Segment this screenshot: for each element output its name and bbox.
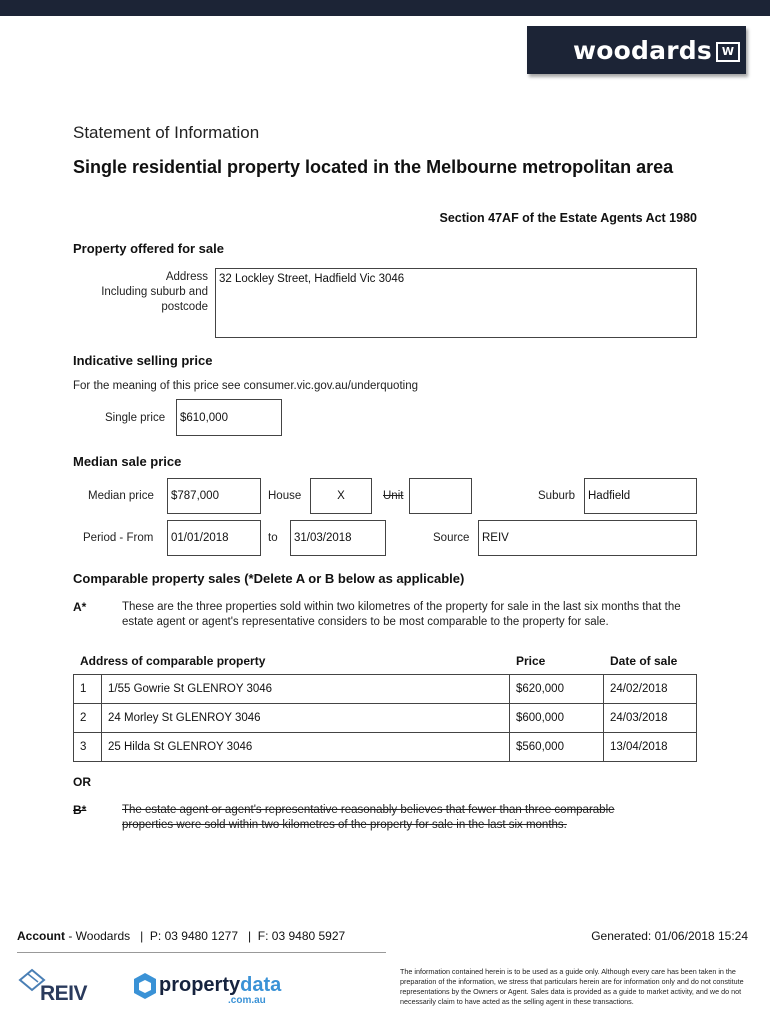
period-from-label: Period - From [83, 532, 154, 544]
table-row [74, 733, 697, 762]
option-a-label: A* [73, 600, 87, 614]
address-field[interactable]: 32 Lockley Street, Hadfield Vic 3046 [215, 268, 697, 338]
table-row [74, 704, 697, 733]
unit-label: Unit [383, 490, 404, 502]
median-price-label: Median price [88, 490, 154, 502]
address-label-line: Including suburb and [101, 286, 208, 298]
top-banner [0, 0, 770, 16]
reiv-text: REIV [40, 982, 88, 1005]
propertydata-domain: .com.au [228, 995, 266, 1006]
address-label [60, 270, 208, 315]
col-date-header: Date of sale [610, 654, 678, 668]
property-heading: Property offered for sale [73, 241, 224, 256]
col-address-header: Address of comparable property [80, 654, 266, 668]
option-b-line: properties were sold within two kilometres of the property for sale in the last six months. [122, 819, 567, 831]
document-title: Single residential property located in the Melbourne metropolitan area [73, 157, 674, 177]
address-label-line: Address [165, 271, 208, 283]
house-checkbox[interactable]: X [310, 478, 372, 514]
row-address[interactable]: 1/55 Gowrie St GLENROY 3046 [102, 675, 510, 704]
propertydata-word: property [159, 974, 241, 996]
or-label: OR [73, 775, 91, 789]
option-b-line: The estate agent or agent's representative reasonably believes that fewer than three comparable [122, 804, 615, 816]
median-heading: Median sale price [73, 454, 182, 469]
period-to-label: to [268, 532, 278, 544]
disclaimer-text: The information contained herein is to be used as a guide only. Although every care has been taken in the preparation of the information, we stress that particulars herein are for information only and do not constitute representations by the Owners or Agent. Sales data is provided as a guide to market activity, and we do not necessarily claim to have acted as the selling agent in these transactions. [400, 967, 744, 1006]
indicative-heading: Indicative selling price [73, 353, 213, 368]
footer-divider [17, 952, 386, 953]
propertydata-text [159, 974, 281, 997]
brand-name: woodards [573, 35, 712, 65]
house-label: House [268, 490, 302, 502]
section-reference: Section 47AF of the Estate Agents Act 1980 [439, 211, 697, 225]
row-price[interactable]: $600,000 [510, 704, 604, 733]
option-b-text [122, 803, 615, 833]
row-address[interactable]: 25 Hilda St GLENROY 3046 [102, 733, 510, 762]
propertydata-logo [132, 972, 282, 1006]
suburb-field[interactable]: Hadfield [584, 478, 697, 514]
row-address[interactable]: 24 Morley St GLENROY 3046 [102, 704, 510, 733]
statement-heading: Statement of Information [73, 123, 260, 142]
propertydata-accent: data [240, 974, 282, 996]
address-label-line: postcode [161, 301, 208, 313]
suburb-label: Suburb [538, 490, 576, 502]
woodards-logo [527, 26, 746, 74]
reiv-logo [18, 968, 88, 1005]
row-price[interactable]: $620,000 [510, 675, 604, 704]
row-number: 2 [74, 704, 102, 733]
comparable-heading: Comparable property sales (*Delete A or B below as applicable) [73, 571, 465, 586]
row-number: 3 [74, 733, 102, 762]
single-price-label: Single price [105, 412, 166, 424]
brand-mark-icon: W [716, 42, 740, 62]
single-price-field[interactable]: $610,000 [176, 399, 282, 436]
row-date[interactable]: 13/04/2018 [604, 733, 697, 762]
account-info [17, 929, 345, 943]
indicative-note: For the meaning of this price see consumer.vic.gov.au/underquoting [73, 380, 418, 392]
source-field[interactable]: REIV [478, 520, 697, 556]
comparable-table [73, 674, 697, 762]
propertydata-hex-icon [132, 972, 158, 1000]
account-label: Account [17, 929, 65, 943]
option-a-text: These are the three properties sold within two kilometres of the property for sale in the last six months that the estate agent or agent's representative considers to be most comparable to the property for sale. [122, 601, 681, 628]
option-b-label: B* [73, 803, 87, 817]
table-row [74, 675, 697, 704]
unit-checkbox[interactable] [409, 478, 472, 514]
account-contact: - Woodards | P: 03 9480 1277 | F: 03 9480 5927 [65, 929, 346, 943]
period-from-field[interactable]: 01/01/2018 [167, 520, 261, 556]
row-number: 1 [74, 675, 102, 704]
row-date[interactable]: 24/02/2018 [604, 675, 697, 704]
row-price[interactable]: $560,000 [510, 733, 604, 762]
source-label: Source [433, 532, 470, 544]
median-price-field[interactable]: $787,000 [167, 478, 261, 514]
row-date[interactable]: 24/03/2018 [604, 704, 697, 733]
period-to-field[interactable]: 31/03/2018 [290, 520, 386, 556]
generated-timestamp: Generated: 01/06/2018 15:24 [591, 929, 748, 943]
col-price-header: Price [516, 654, 546, 668]
